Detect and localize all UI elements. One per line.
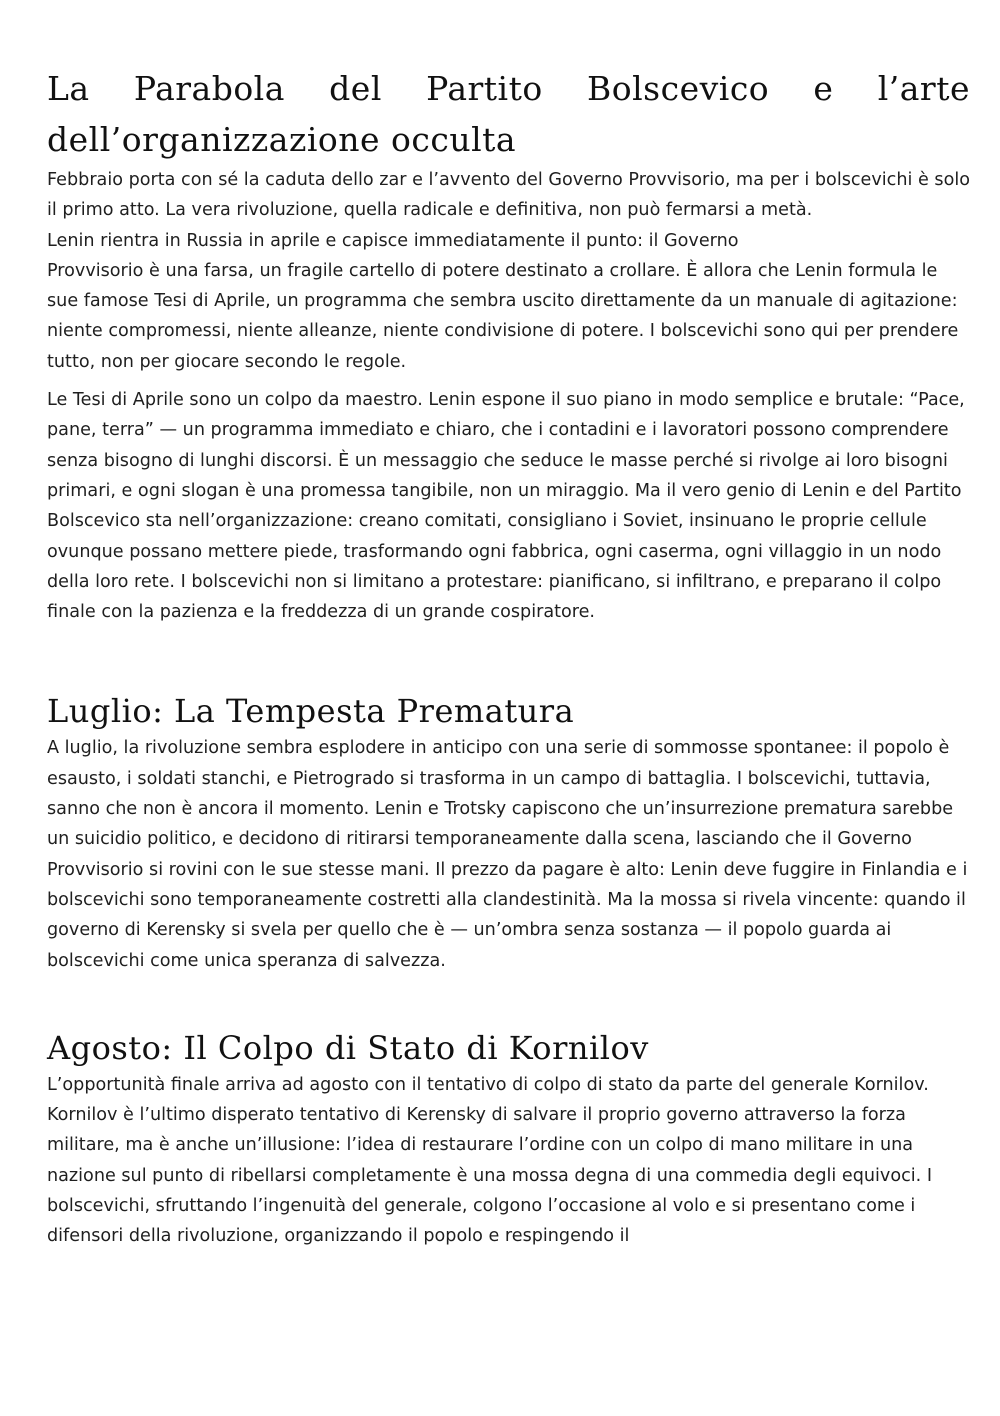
- section-august: [47, 1026, 970, 1252]
- section-heading-july: Luglio: La Tempesta Prematura: [47, 692, 575, 731]
- section-body-august: L’opportunità finale arriva ad agosto con il tentativo di colpo di stato da parte del generale Kornilov. Kornilov è l’ultimo disperato tentativo di Kerensky di salvare il proprio governo attraverso la forza militare, ma è anche un’illusione: l’idea di restaurare l’ordine con un colpo di mano militare in una nazione sul punto di ribellarsi completamente è una mossa degna di una commedia degli equivoci. I bolscevichi, sfruttando l’ingenuità del generale, colgono l’occasione al volo e si presentano come i difensori della rivoluzione, organizzando il popolo e respingendo il: [47, 1074, 933, 1247]
- document-title-line-1: La Parabola del Partito Bolscevico e l’arte: [47, 69, 970, 108]
- paragraph-april-theses: Le Tesi di Aprile sono un colpo da maestro. Lenin espone il suo piano in modo semplice e brutale: “Pace, pane, terra” — un programma immediato e chiaro, che i contadini e i lavoratori possono comprendere senza bisogno di lunghi discorsi. È un messaggio che seduce le masse perché si rivolge ai loro bisogni primari, e ogni slogan è una promessa tangibile, non un miraggio. Ma il vero genio di Lenin e del Partito Bolscevico sta nell’organizzazione: creano comitati, consigliano i Soviet, insinuano le proprie cellule ovunque possano mettere piede, trasformando ogni fabbrica, ogni caserma, ogni villaggio in un nodo della loro rete. I bolscevichi non si limitano a protestare: pianificano, si infiltrano, e preparano il colpo finale con la pazienza e la freddezza di un grande cospiratore.: [47, 390, 965, 623]
- spacer: [47, 627, 970, 689]
- paragraph-intro-continued: Lenin rientra in Russia in aprile e capisce immediatamente il punto: il Governo Provvisorio è una farsa, un fragile cartello di potere destinato a crollare. È allora che Lenin formula le sue famose Tesi di Aprile, un programma che sembra uscito direttamente da un manuale di agitazione: niente compromessi, niente alleanze, niente condivisione di potere. I bolscevichi sono qui per prendere tutto, non per giocare secondo le regole.: [47, 230, 959, 372]
- section-heading-august: Agosto: Il Colpo di Stato di Kornilov: [47, 1028, 649, 1067]
- section-july: [47, 689, 970, 975]
- spacer: [47, 377, 970, 385]
- document-page: [47, 64, 970, 1252]
- paragraph-intro-justified: Febbraio porta con sé la caduta dello zar e l’avvento del Governo Provvisorio, ma per i bolscevichi è solo il primo atto. La vera rivoluzione, quella radicale e definitiva, non può fermarsi a metà.: [47, 170, 970, 221]
- spacer: [47, 976, 970, 1026]
- section-body-july: A luglio, la rivoluzione sembra esplodere in anticipo con una serie di sommosse spontanee: il popolo è esausto, i soldati stanchi, e Pietrogrado si trasforma in un campo di battaglia. I bolscevichi, tuttavia, sanno che non è ancora il momento. Lenin e Trotsky capiscono che un’insurrezione prematura sarebbe un suicidio politico, e decidono di ritirarsi temporaneamente dalla scena, lasciando che il Governo Provvisorio si rovini con le sue stesse mani. Il prezzo da pagare è alto: Lenin deve fuggire in Finlandia e i bolscevichi sono temporaneamente costretti alla clandestinità. Ma la mossa si rivela vincente: quando il governo di Kerensky si svela per quello che è — un’ombra senza sostanza — il popolo guarda ai bolscevichi come unica speranza di salvezza.: [47, 738, 968, 971]
- document-title-line-2: dell’organizzazione occulta: [47, 120, 517, 159]
